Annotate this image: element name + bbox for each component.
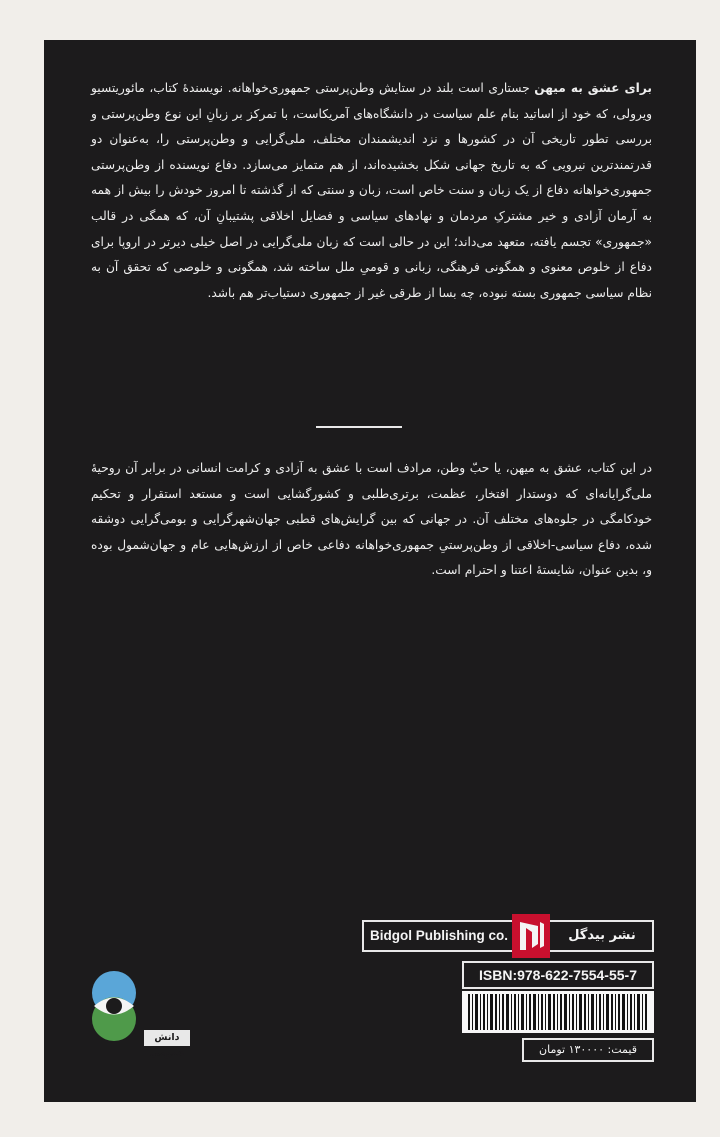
blurb-paragraph-1 [91,76,652,306]
blurb-text-1: جستاری است بلند در ستایش وطن‌پرستی جمهوری‌خواهانه. نویسندهٔ کتاب، مائوریتسیو ویرولی، که خود از اساتید بنام علم سیاست در دانشگاه‌های آمریکاست، با تمرکز بر زبانِ این نوع وطن‌پرستی و بررسی تطور تاریخی آن در کشورها و نزد اندیشمندان مختلف، ملی‌گرایی و وطن‌پرستی را، به‌عنوان دو قدرتمندترین نیرویی که به تاریخ جهانی شکل بخشیده‌اند، از هم متمایز می‌سازد. دفاع نویسنده از وطن‌پرستی جمهوری‌خواهانه دفاع از یک زبان و سنت خاص است، زبان و سنتی که از گذشته تا امروز خودش را بیش از همه به آرمان آزادی و خیر مشترکِ مردمان و نهادهای سیاسی و فضایل اخلاقی پشتیبانِ آن، که همگی در قالب «جمهوری» تجسم یافته، متعهد می‌داند؛ این در حالی است که زبان ملی‌گرایی در اصل خیلی دیرتر در اروپا برای دفاع از خلوص معنوی و همگونی فرهنگی، زبانی و قومیِ ملل ساخته شد، همگونی و خلوصی که تحقق آن به نظام سیاسی جمهوری بسته نبوده، چه بسا از طرقی غیر از جمهوری دستیاب‌تر هم باشد. [91,81,652,300]
series-eye-icon [90,971,138,1041]
section-divider [316,426,402,428]
isbn-label: ISBN:978-622-7554-55-7 [462,961,654,989]
blurb-paragraph-2: در این کتاب، عشق به میهن، یا حبّ وطن، مرادف است با عشق به آزادی و کرامت انسانی در برابر آن روحیهٔ ملی‌گرایانه‌ای که دوستدار افتخار، عظمت، برتری‌طلبی و کشورگشایی است و مستعد استقرار و تحکیم خودکامگی در جلوه‌های مختلف آن. در جهانی که بین گرایش‌های قطبی جهان‌شهرگرایی و بومی‌گرایی دوشقه شده، دفاع سیاسی-اخلاقی از وطن‌پرستیِ جمهوری‌خواهانه دفاعی خاص از ارزش‌هایی عام و جهان‌شمول بوده و، بدین عنوان، شایستهٔ اعتنا و احترام است. [91,461,652,578]
price-label: قیمت: ۱۳۰۰۰۰ تومان [522,1038,654,1062]
series-label: دانش عمومی [144,1030,190,1046]
publisher-logo-icon [512,914,550,958]
back-cover [44,40,696,1102]
barcode [462,991,654,1033]
book-title-lead: برای عشق به میهن [534,81,652,95]
publisher-name-fa: نشر بیدگل [568,928,636,943]
publisher-block [362,920,654,952]
publisher-name-en: Bidgol Publishing co. [370,928,508,943]
